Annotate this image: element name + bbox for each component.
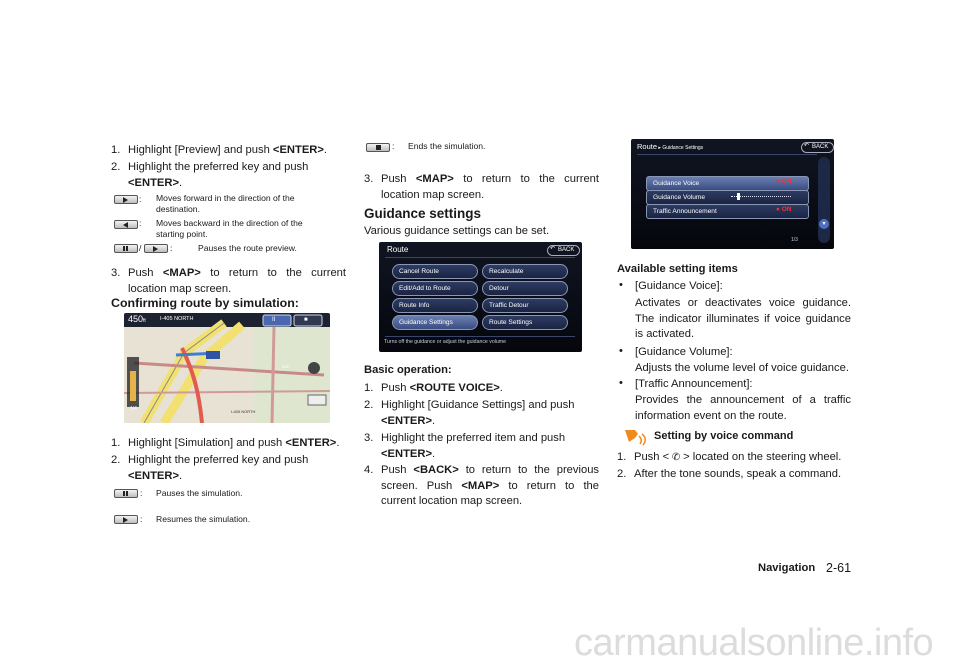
item-guidance-voice-title: [Guidance Voice]:	[635, 280, 723, 292]
guidance-voice-indicator: ● ON	[776, 178, 792, 185]
guidance-intro: Various guidance settings can be set.	[364, 225, 550, 237]
footer-section-label: Navigation	[758, 562, 816, 574]
map-road-name-2: I-405 NORTH	[231, 409, 256, 414]
traffic-announcement-indicator: ● ON	[776, 206, 792, 213]
gs-screen-title: Route ▸ Guidance Settings	[637, 142, 704, 151]
resume-simulation-desc: Resumes the simulation.	[156, 514, 251, 524]
route-screen-hint: Turns off the guidance or adjust the guidance volume	[384, 339, 506, 345]
menu-route-info[interactable]: Route Info	[392, 298, 478, 313]
item-guidance-volume-title: [Guidance Volume]:	[635, 346, 733, 358]
map-scale: 1/4	[130, 406, 137, 412]
voice-command-icon	[623, 426, 651, 446]
menu-traffic-detour[interactable]: Traffic Detour	[482, 298, 568, 313]
end-simulation-key-icon	[366, 143, 390, 152]
watermark: carmanualsonline.info	[574, 622, 934, 664]
pause-simulation-key-icon	[114, 489, 138, 498]
simulation-map-screenshot	[124, 313, 330, 423]
route-back-button[interactable]: BACK	[547, 245, 580, 256]
item-guidance-voice-desc: Activates or deactivates voice guidance. The indicator illuminates if voice guidance is activated.	[635, 297, 851, 340]
gs-item-traffic-announcement[interactable]: Traffic Announcement	[646, 204, 809, 219]
route-menu-screenshot	[379, 242, 582, 352]
end-simulation-desc: Ends the simulation.	[408, 141, 486, 151]
forward-key-icon	[114, 195, 138, 204]
forward-key-desc: Moves forward in the direction of the destination.	[156, 193, 295, 214]
bullet-1: •	[619, 279, 623, 291]
voice-command-heading: Setting by voice command	[654, 430, 794, 442]
pause-key-desc: Pauses the route preview.	[198, 243, 297, 253]
menu-detour[interactable]: Detour	[482, 281, 568, 296]
gs-item-guidance-volume[interactable]: Guidance Volume	[646, 190, 809, 205]
bullet-3: •	[619, 377, 623, 389]
gs-page-indicator: 1/3	[791, 237, 798, 243]
available-items-heading: Available setting items	[617, 263, 738, 275]
pause-key-icon-2	[144, 244, 168, 253]
volume-thumb	[737, 193, 740, 200]
map-graphic	[124, 313, 330, 423]
guidance-settings-heading: Guidance settings	[364, 206, 482, 221]
backward-key-icon	[114, 220, 138, 229]
talk-button-icon: ✆	[669, 452, 684, 463]
map-distance: 450ft	[128, 314, 146, 324]
menu-recalculate[interactable]: Recalculate	[482, 264, 568, 279]
scroll-down-icon[interactable]: ▾	[819, 219, 829, 229]
gs-item-guidance-voice[interactable]: Guidance Voice	[646, 176, 809, 191]
scrollbar[interactable]	[818, 157, 830, 243]
back-arrow-icon: ↶	[804, 143, 810, 149]
menu-route-settings[interactable]: Route Settings	[482, 315, 568, 330]
bullet-2: •	[619, 345, 623, 357]
pause-simulation-desc: Pauses the simulation.	[156, 488, 243, 498]
simulation-heading: Confirming route by simulation:	[111, 296, 299, 310]
basic-operation-heading: Basic operation:	[364, 364, 452, 376]
stop-simulation-button[interactable]: ■	[304, 317, 308, 323]
item-guidance-volume-desc: Adjusts the volume level of voice guidance.	[635, 362, 849, 374]
pause-simulation-button[interactable]: II	[272, 317, 276, 323]
pause-key-icon	[114, 244, 138, 253]
route-screen-title: Route	[387, 245, 409, 254]
backward-key-desc: Moves backward in the direction of the starting point.	[156, 218, 303, 239]
menu-edit-add-route[interactable]: Edit/Add to Route	[392, 281, 478, 296]
menu-cancel-route[interactable]: Cancel Route	[392, 264, 478, 279]
back-arrow-icon: ↶	[550, 246, 556, 252]
resume-simulation-key-icon	[114, 515, 138, 524]
map-road-name: I-405 NORTH	[160, 316, 194, 322]
volume-slider[interactable]	[731, 196, 791, 199]
map-route-number: 405	[282, 364, 289, 369]
footer-page-number: 2-61	[826, 561, 852, 575]
gs-back-button[interactable]: BACK	[801, 142, 834, 153]
item-traffic-announcement-title: [Traffic Announcement]:	[635, 378, 753, 390]
menu-guidance-settings[interactable]: Guidance Settings	[392, 315, 478, 330]
guidance-settings-screenshot	[631, 139, 834, 249]
item-traffic-announcement-desc: Provides the announcement of a traffic information event on the route.	[635, 394, 851, 422]
